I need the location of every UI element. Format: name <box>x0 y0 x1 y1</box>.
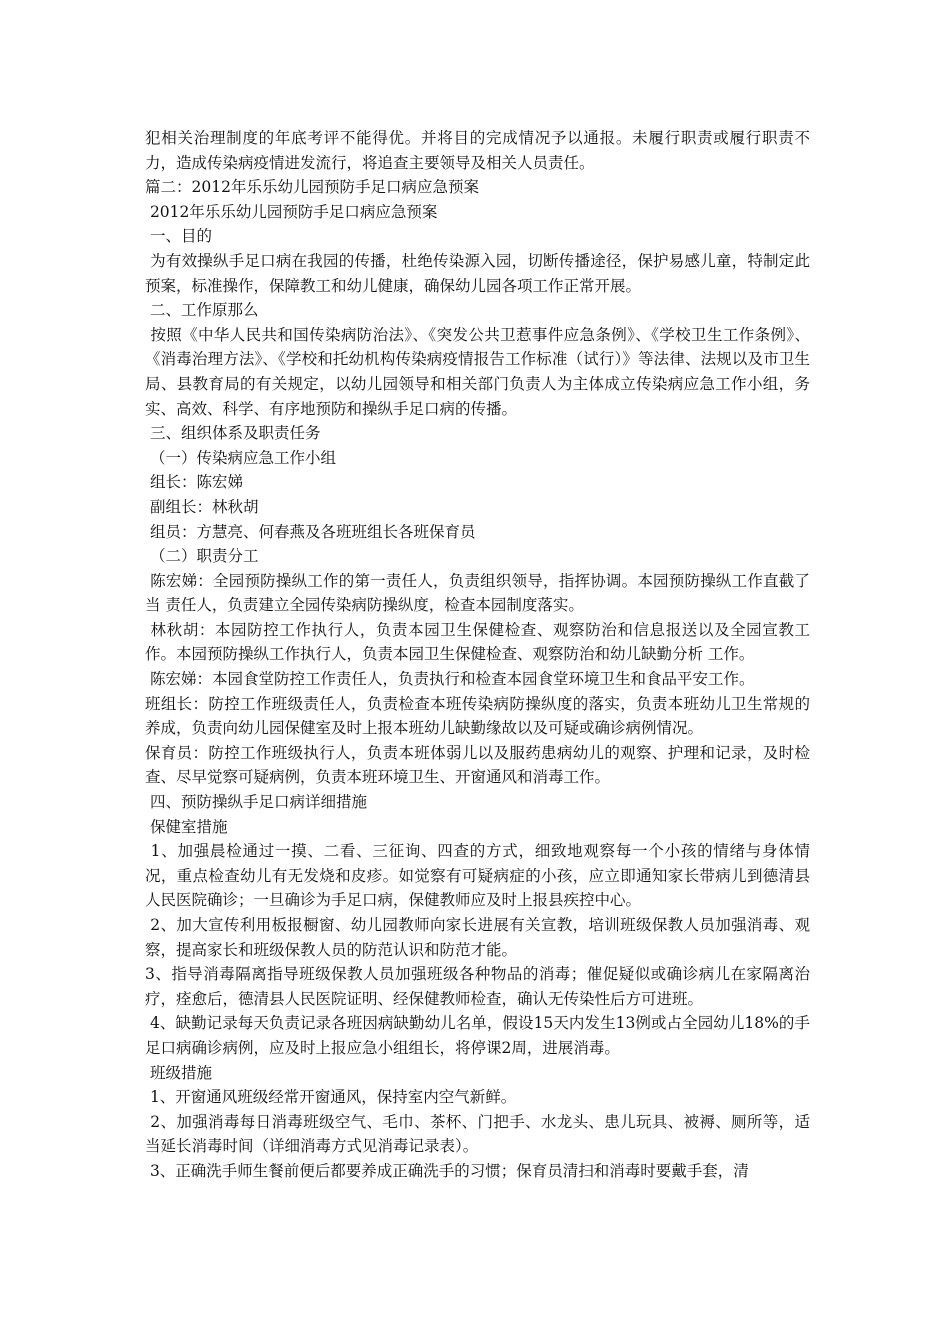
paragraph: 1、加强晨检通过一摸、二看、三征询、四查的方式，细致地观察每一个小孩的情绪与身体情况，重点检查幼儿有无发烧和皮疹。如觉察有可疑病症的小孩，应立即通知家长带病儿到德清县人民医院确诊；一旦确诊为手足口病，保健教师应及时上报县疾控中心。 <box>145 842 810 910</box>
heading: 一、目的 <box>145 227 212 246</box>
paragraph: 4、缺勤记录每天负责记录各班因病缺勤幼儿名单，假设15天内发生13例或占全园幼儿18%的手足口病确诊病例，应及时上报应急小组组长，将停课2周，进展消毒。 <box>145 1014 810 1057</box>
paragraph: 组员：方慧亮、何春燕及各班班组长各班保育员 <box>145 522 476 541</box>
subheading: 保健室措施 <box>145 817 228 836</box>
paragraph: 2、加大宣传利用板报橱窗、幼儿园教师向家长进展有关宣教，培训班级保教人员加强消毒、观察，提高家长和班级保教人员的防范认识和防范才能。 <box>145 916 810 959</box>
paragraph: 林秋胡：本园防控工作执行人，负责本园卫生保健检查、观察防治和信息报送以及全园宣教工作。本园预防操纵工作执行人，负责本园卫生保健检查、观察防治和幼儿缺勤分析 工作。 <box>145 620 810 664</box>
subheading: （二）职责分工 <box>145 547 259 566</box>
paragraph: 3、指导消毒隔离指导班级保教人员加强班级各种物品的消毒；催促疑似或确诊病儿在家隔离治疗，痊愈后，德清县人民医院证明、经保健教师检查，确认无传染性后方可进班。 <box>145 965 810 1008</box>
paragraph: 按照《中华人民共和国传染病防治法》、《突发公共卫惹事件应急条例》、《学校卫生工作条例》、《消毒治理方法》、《学校和托幼机构传染病疫情报告工作标准（试行）》等法律、法规以及市卫生局、县教育局的有关规定，以幼儿园领导和相关部门负责人为主体成立传染病应急工作小组，务实、高效、科学、有序地预防和操纵手足口病的传播。 <box>145 325 810 418</box>
heading: 三、组织体系及职责任务 <box>145 424 321 443</box>
document-body <box>145 126 810 1184</box>
subheading: （一）传染病应急工作小组 <box>145 448 336 467</box>
heading: 二、工作原那么 <box>145 301 259 320</box>
paragraph: 副组长：林秋胡 <box>145 497 259 516</box>
paragraph: 3、正确洗手师生餐前便后都要养成正确洗手的习惯；保育员清扫和消毒时要戴手套，清 <box>145 1161 749 1180</box>
paragraph: 1、开窗通风班级经常开窗通风，保持室内空气新鲜。 <box>145 1088 517 1107</box>
paragraph: 陈宏娣：全园预防操纵工作的第一责任人，负责组织领导，指挥协调。本园预防操纵工作直截了当 责任人，负责建立全园传染病防操纵度，检查本园制度落实。 <box>145 571 810 615</box>
heading: 四、预防操纵手足口病详细措施 <box>145 793 367 812</box>
section-title: 篇二：2012年乐乐幼儿园预防手足口病应急预案 <box>145 178 479 197</box>
paragraph: 班组长：防控工作班级责任人，负责检查本班传染病防操纵度的落实，负责本班幼儿卫生常规的养成，负责向幼儿园保健室及时上报本班幼儿缺勤缘故以及可疑或确诊病例情况。 <box>145 694 810 738</box>
paragraph: 2、加强消毒每日消毒班级空气、毛巾、茶杯、门把手、水龙头、患儿玩具、被褥、厕所等，适当延长消毒时间（详细消毒方式见消毒记录表）。 <box>145 1112 810 1156</box>
subheading: 班级措施 <box>145 1063 212 1082</box>
paragraph: 为有效操纵手足口病在我园的传播，杜绝传染源入园，切断传播途径，保护易感儿童，特制定此预案，标准操作，保障教工和幼儿健康，确保幼儿园各项工作正常开展。 <box>145 251 810 295</box>
paragraph: 保育员：防控工作班级执行人，负责本班体弱儿以及服药患病幼儿的观察、护理和记录，及时检查、尽早觉察可疑病例，负责本班环境卫生、开窗通风和消毒工作。 <box>145 743 810 787</box>
document-title: 2012年乐乐幼儿园预防手足口病应急预案 <box>145 202 438 221</box>
paragraph: 犯相关治理制度的年底考评不能得优。并将目的完成情况予以通报。未履行职责或履行职责不力，造成传染病疫情进发流行，将追查主要领导及相关人员责任。 <box>145 129 810 172</box>
paragraph: 陈宏娣：本园食堂防控工作责任人，负责执行和检查本园食堂环境卫生和食品平安工作。 <box>145 670 755 689</box>
paragraph: 组长：陈宏娣 <box>145 473 243 492</box>
